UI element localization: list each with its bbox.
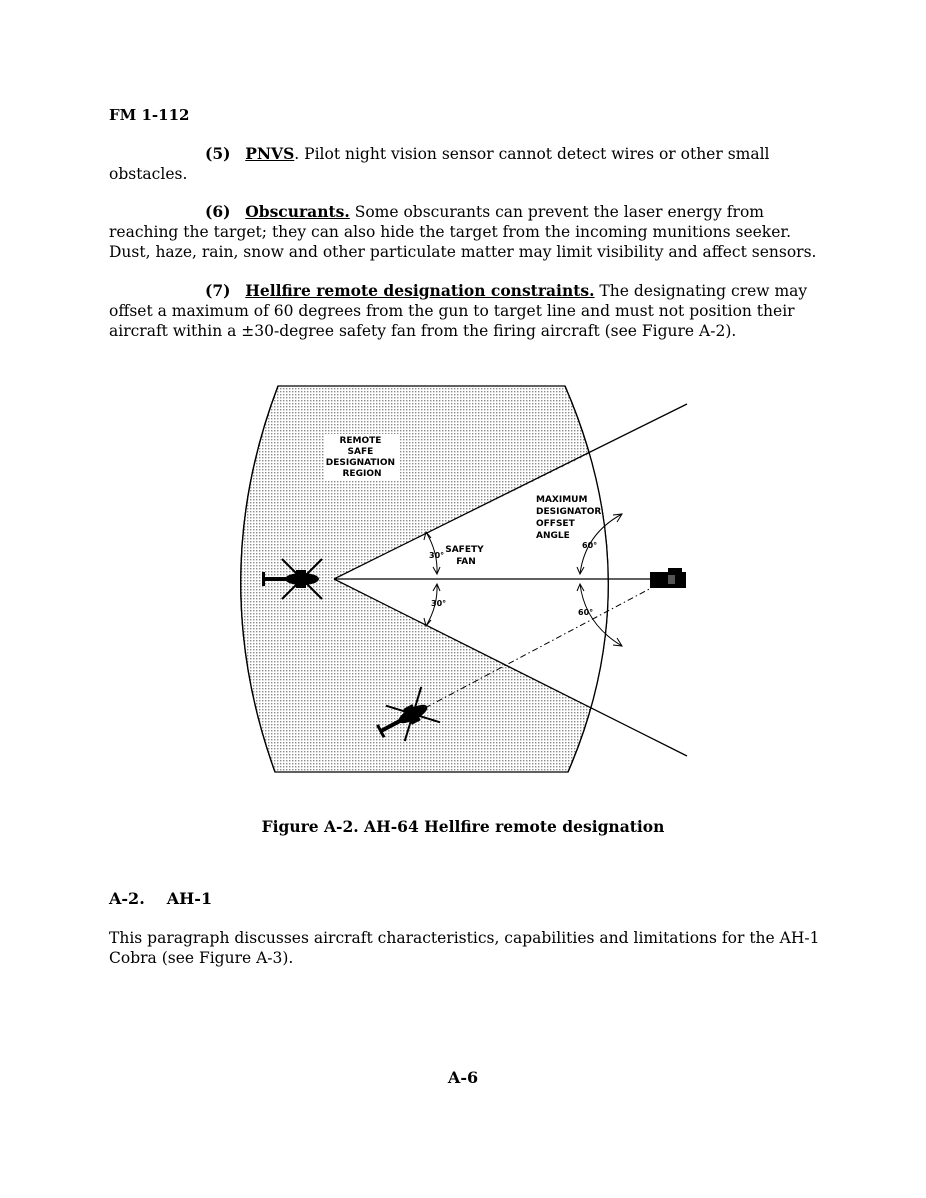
paragraph-number: (7) xyxy=(205,281,231,300)
paragraph-text-first: Some obscurants can prevent the laser energy from xyxy=(349,203,764,221)
paragraph-title: Hellfire remote designation constraints. xyxy=(245,281,595,300)
paragraph-title-sep: . xyxy=(294,145,300,163)
angle-label-30-lower: 30° xyxy=(431,599,447,608)
section-number: A-2. xyxy=(109,889,145,908)
section-paragraph: This paragraph discusses aircraft characteristics, capabilities and limitations for the AH-1 Cobra (see Figure A-3). xyxy=(109,929,820,967)
paragraph-text: offset a maximum of 60 degrees from the gun to target line and must not position their aircraft within a ±30-degree safety fan from the firing aircraft (see Figure A-2). xyxy=(109,302,795,340)
paragraph-hellfire-constraints xyxy=(109,281,829,341)
region-label: REMOTE SAFE DESIGNATION REGION xyxy=(325,436,396,479)
paragraph-text: obstacles. xyxy=(109,165,188,183)
page-number: A-6 xyxy=(447,1068,479,1087)
paragraph-number: (6) xyxy=(205,202,231,221)
paragraph-text: reaching the target; they can also hide the target from the incoming munitions seeker. Dust, haze, rain, snow and other particulate matter may limit visibility and affect sensors. xyxy=(109,223,817,261)
paragraph-title: Obscurants. xyxy=(245,202,350,221)
angle-label-30-upper: 30° xyxy=(429,551,445,560)
paragraph-title: PNVS xyxy=(245,144,295,163)
paragraph-text-first: Pilot night vision sensor cannot detect wires or other small xyxy=(299,145,770,163)
angle-label-60-lower: 60° xyxy=(578,608,594,617)
section-heading xyxy=(109,889,212,908)
offset-angle-label: MAXIMUM DESIGNATOR OFFSET ANGLE xyxy=(536,495,602,541)
safety-fan-label: SAFETY FAN xyxy=(445,545,484,567)
document-header: FM 1-112 xyxy=(109,106,190,124)
paragraph-text-first: The designating crew may xyxy=(594,282,808,300)
angle-label-60-upper: 60° xyxy=(582,541,598,550)
section-title: AH-1 xyxy=(166,889,213,908)
paragraph-number: (5) xyxy=(205,144,231,163)
paragraph-pnvs xyxy=(109,144,829,184)
hellfire-remote-designation-diagram xyxy=(220,382,690,774)
figure-caption: Figure A-2. AH-64 Hellfire remote designation xyxy=(261,817,665,836)
paragraph-obscurants xyxy=(109,202,829,262)
target-vehicle-icon xyxy=(650,568,686,588)
